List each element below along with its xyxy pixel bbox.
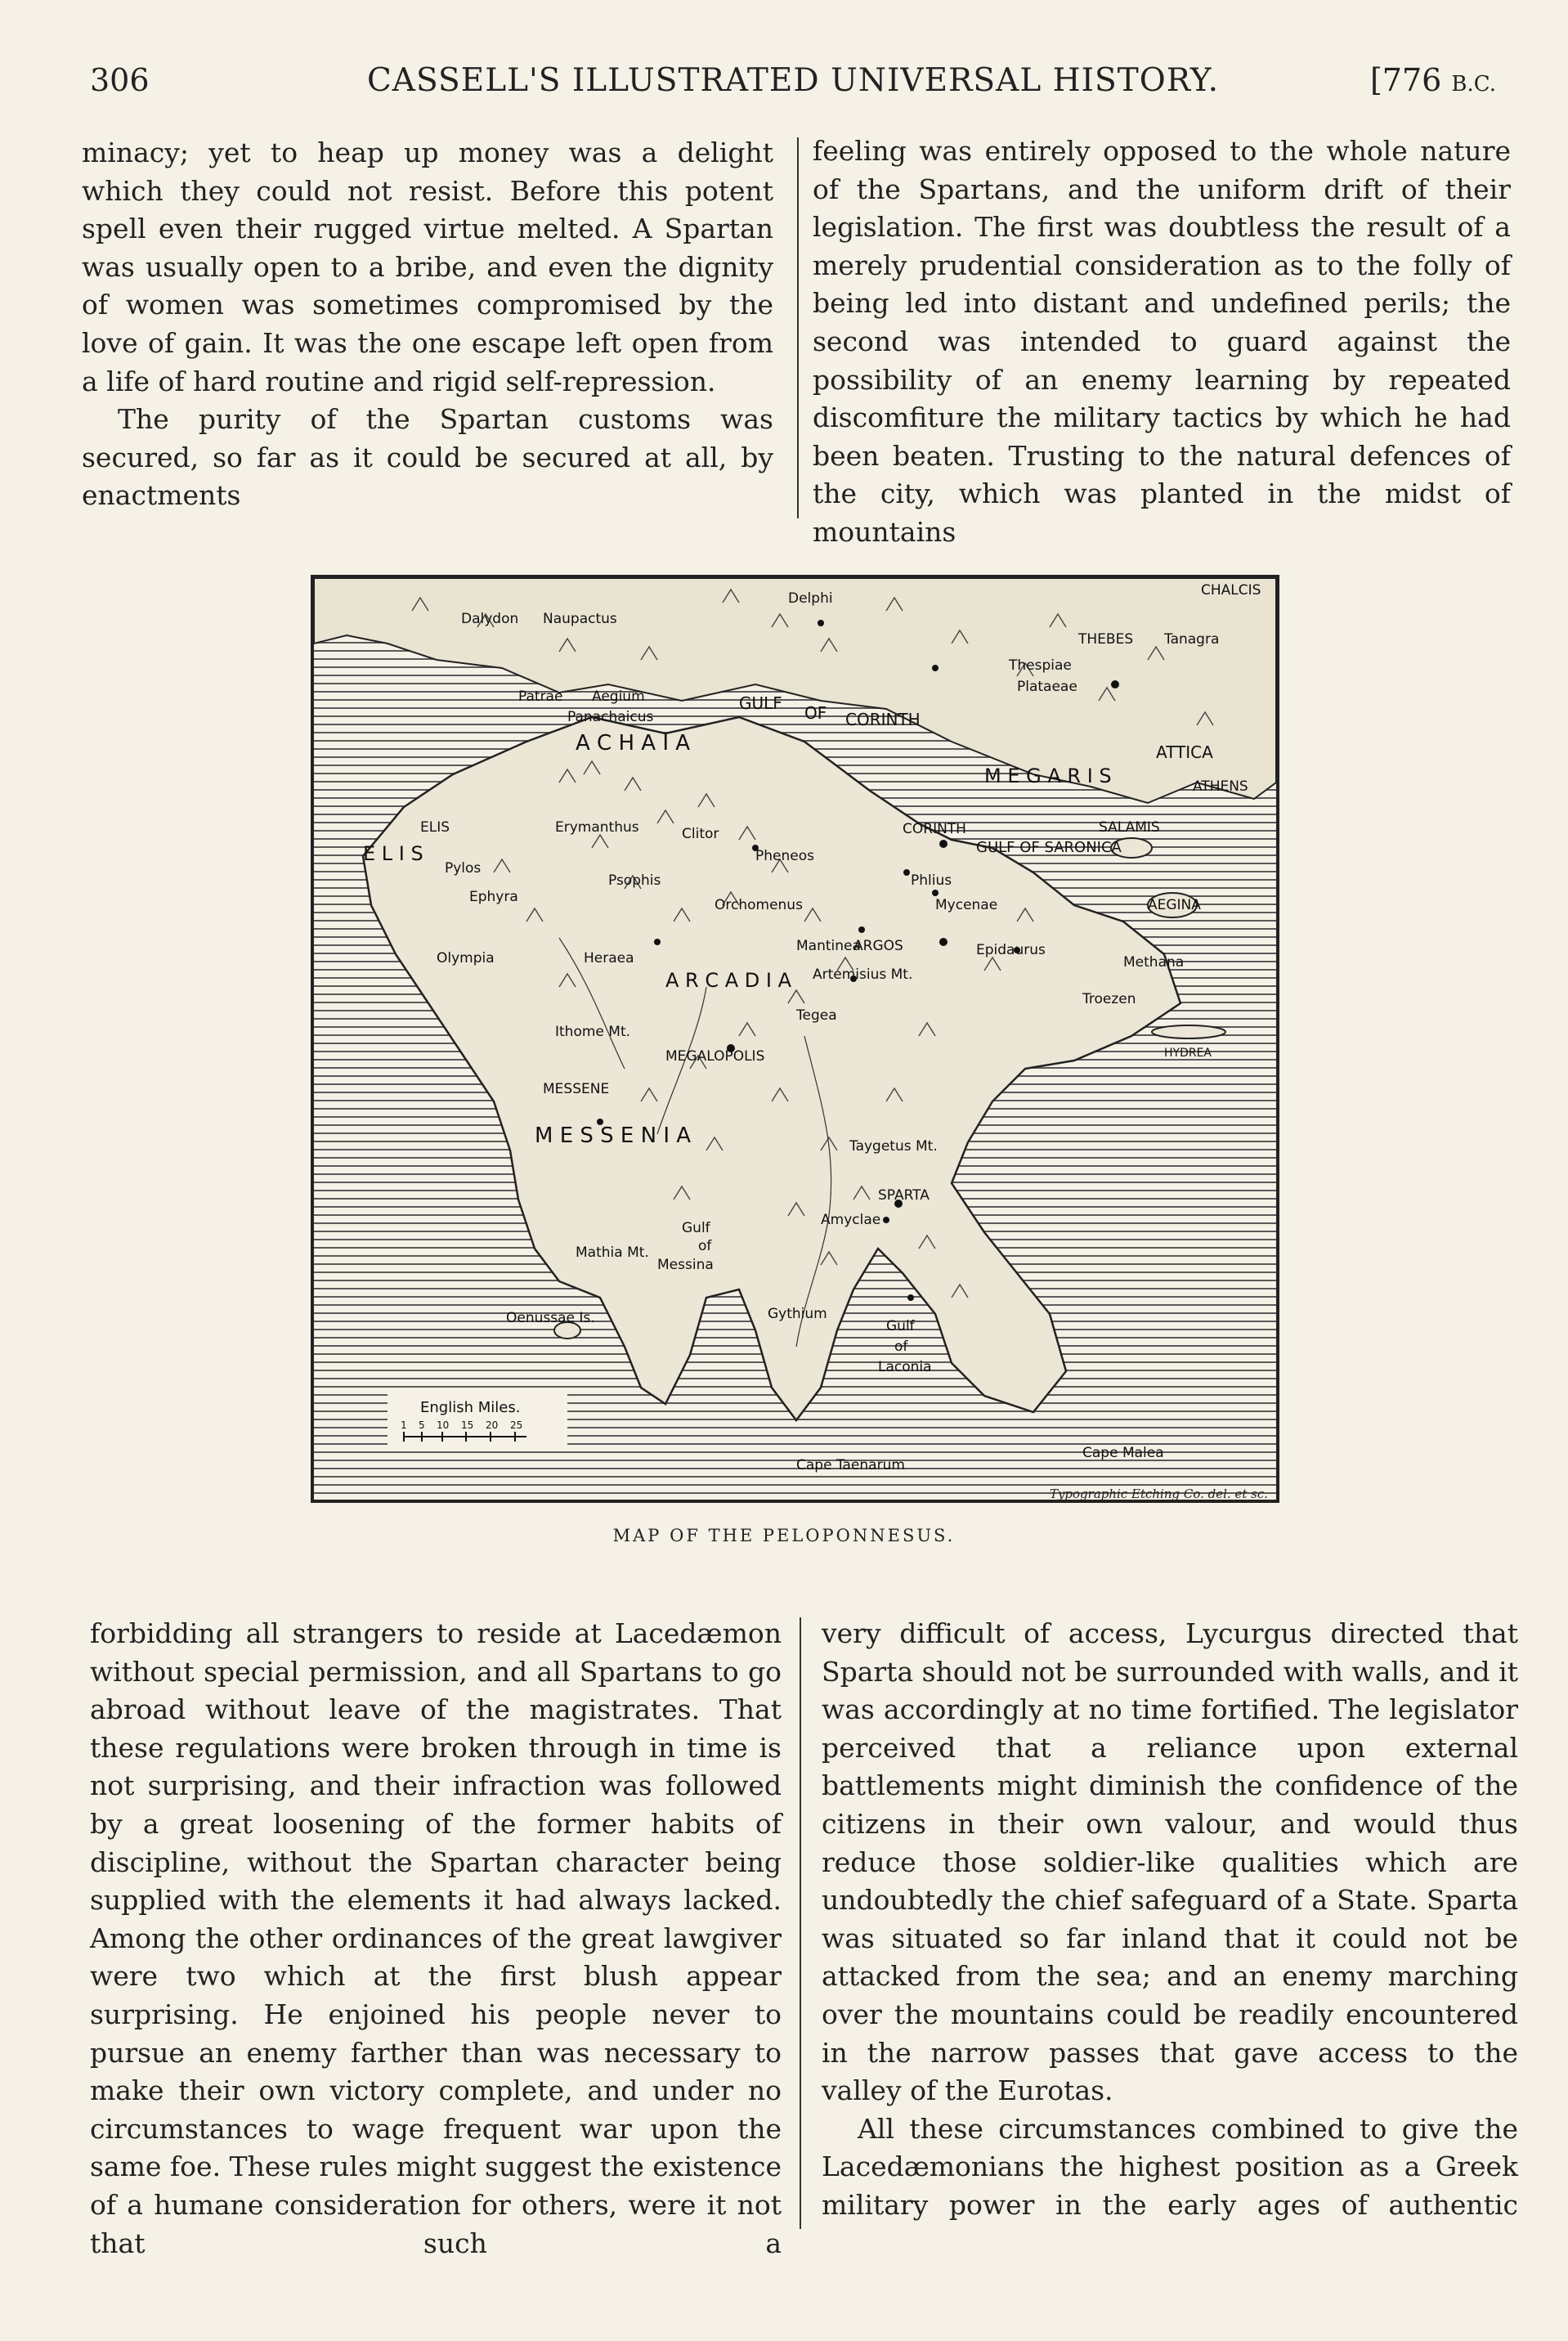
paragraph: All these circumstances combined to give the Lacedæmonians the highest position as a Greek military power in the early ages of authentic — [822, 2112, 1518, 2221]
label-pylos: Pylos — [445, 860, 482, 877]
label-aegium: Aegium — [592, 688, 645, 705]
map-credit: Typographic Etching Co. del. et sc. — [1049, 1487, 1268, 1501]
label-orchomenus: Orchomenus — [715, 897, 803, 913]
label-gulf-laconia-1: Gulf — [886, 1318, 915, 1334]
label-megalopolis: MEGALOPOLIS — [665, 1048, 765, 1065]
label-thebes: THEBES — [1078, 631, 1134, 648]
label-naupactus: Naupactus — [543, 611, 617, 627]
label-pheneos: Pheneos — [755, 848, 814, 864]
scale-bar — [388, 1392, 567, 1449]
label-olympia: Olympia — [437, 950, 495, 966]
column-rule — [797, 137, 799, 518]
label-tegea: Tegea — [796, 1007, 837, 1024]
label-panachaicus: Panachaicus — [567, 709, 654, 725]
label-psophis: Psophis — [608, 872, 661, 889]
label-clitor: Clitor — [682, 826, 719, 842]
label-cape-taenarum: Cape Taenarum — [796, 1457, 905, 1473]
paragraph: feeling was entirely opposed to the whole nature of the Spartans, and the uniform drift of their legislation. The first was doubtless the result of a merely prudential consideration as to the folly of being led into distant and undefined perils; the second was intended to guard against the possibility of an enemy learning by repeated discomfiture the military tactics by which he had been beaten. Trusting to the natural defences of the city, which was planted in the midst of mountains — [813, 135, 1511, 548]
label-gulf-saronica: GULF OF SARONICA — [976, 839, 1122, 856]
label-salamis: SALAMIS — [1099, 819, 1160, 836]
scale-tick-label: 10 — [437, 1419, 450, 1431]
label-messenia: M E S S E N I A — [535, 1123, 692, 1148]
column-rule — [800, 1617, 801, 2229]
label-gulf-corinth-2: OF — [804, 703, 827, 723]
scale-tick-label: 15 — [461, 1419, 474, 1431]
label-megaris: M E G A R I S — [984, 765, 1112, 787]
label-heraea: Heraea — [584, 950, 634, 966]
map-peloponnesus — [311, 575, 1279, 1503]
label-ephyra: Ephyra — [469, 889, 518, 905]
label-attica: ATTICA — [1156, 742, 1213, 762]
label-tanagra: Tanagra — [1164, 631, 1220, 648]
label-gulf-messina-1: Gulf — [682, 1220, 710, 1236]
label-corinth: CORINTH — [903, 821, 966, 837]
label-gulf-corinth-1: GULF — [739, 693, 782, 713]
label-thespiae: Thespiae — [1009, 657, 1072, 674]
label-epidaurus: Epidaurus — [976, 942, 1046, 958]
label-messene: MESSENE — [543, 1081, 610, 1097]
bottom-right-column — [822, 1615, 1518, 2225]
label-aegina: AEGINA — [1148, 897, 1201, 913]
label-elis: ELIS — [420, 819, 450, 836]
label-phlius: Phlius — [911, 872, 952, 889]
label-plataeae: Plataeae — [1017, 679, 1077, 695]
label-mathia: Mathia Mt. — [576, 1244, 649, 1261]
label-chalcis: CHALCIS — [1201, 582, 1261, 599]
bottom-left-column — [90, 1615, 782, 2263]
label-mycenae: Mycenae — [935, 897, 998, 913]
scale-tick-label: 20 — [486, 1419, 499, 1431]
label-achaia: A C H A I A — [576, 731, 691, 756]
paragraph: minacy; yet to heap up money was a delight which they could not resist. Before this potent spell even their rugged virtue melted. A Spartan was usually open to a bribe, and even the dignity of women was sometimes compromised by the love of gain. It was the one escape left open from a life of hard routine and rigid self-repression. — [82, 137, 773, 397]
map-drawing — [314, 578, 1276, 1500]
running-title: CASSELL'S ILLUSTRATED UNIVERSAL HISTORY. — [366, 62, 1220, 99]
paragraph: forbidding all strangers to reside at Lacedæmon without special permission, and all Spartans to go abroad without leave of the magistrates. That these regulations were broken through in time is not surprising, and their infraction was followed by a great loosening of the former habits of discipline, without the Spartan character being supplied with the elements it had always lacked. Among the other ordinances of the great lawgiver were two which at the first blush appear surprising. He enjoined his people never to pursue an enemy farther than was necessary to make their own victory complete, and under no circumstances to wage frequent war upon the same foe. These rules might suggest the existence of a humane consideration for others, were it not that such a — [90, 1617, 782, 2259]
map-caption: MAP OF THE PELOPONNESUS. — [612, 1526, 956, 1545]
date-era: B.C. — [1451, 72, 1496, 96]
page-number: 306 — [90, 62, 150, 98]
label-mantinea: Mantinea — [796, 938, 861, 954]
label-methana: Methana — [1123, 954, 1185, 971]
label-oenussae: Oenussae Is. — [506, 1310, 595, 1326]
label-gythium: Gythium — [768, 1306, 827, 1322]
label-athens: ATHENS — [1193, 778, 1248, 795]
label-gulf-laconia-2: of — [894, 1339, 908, 1355]
label-gulf-corinth-3: CORINTH — [845, 710, 921, 729]
scale-tick-label: 5 — [419, 1419, 425, 1431]
label-sparta: SPARTA — [878, 1187, 930, 1204]
label-hydrea: HYDREA — [1164, 1047, 1212, 1060]
label-gulf-messina-2: of — [698, 1238, 712, 1254]
top-right-column — [813, 132, 1511, 552]
paragraph: very difficult of access, Lycurgus directed that Sparta should not be surrounded with walls, and it was accordingly at no time fortified. The legislator perceived that a reliance upon external battlements might diminish the confidence of the citizens in their own valour, and would thus reduce those soldier-like qualities which are undoubtedly the chief safeguard of a State. Sparta was situated so far inland that it could not be attacked from the sea; and an enemy marching over the mountains could be readily encountered in the narrow passes that gave access to the valley of the Eurotas. — [822, 1617, 1518, 2107]
label-taygetus: Taygetus Mt. — [849, 1138, 938, 1155]
label-argos: ARGOS — [853, 938, 903, 954]
label-ithome: Ithome Mt. — [555, 1024, 631, 1040]
scale-tick-label: 25 — [510, 1419, 523, 1431]
label-dalydon: Dalydon — [461, 611, 519, 627]
top-left-column — [82, 134, 773, 515]
label-erymanthus: Erymanthus — [555, 819, 639, 836]
label-elis-region: E L I S — [363, 842, 423, 865]
scale-tick-label: 1 — [401, 1419, 407, 1431]
label-gulf-messina-3: Messina — [657, 1257, 714, 1273]
date-marker — [1370, 62, 1496, 98]
label-delphi: Delphi — [788, 590, 833, 607]
label-amyclae: Amyclae — [821, 1212, 881, 1228]
scale-title: English Miles. — [420, 1399, 521, 1416]
label-arcadia: A R C A D I A — [665, 969, 792, 992]
label-patrae: Patrae — [518, 688, 563, 705]
label-troezen: Troezen — [1082, 991, 1136, 1007]
running-header — [90, 57, 1496, 106]
label-cape-malea: Cape Malea — [1082, 1445, 1164, 1461]
hydrea-island — [1152, 1025, 1225, 1038]
label-artemisius: Artemisius Mt. — [813, 966, 913, 983]
date-year: [776 — [1369, 62, 1442, 98]
paragraph: The purity of the Spartan customs was secured, so far as it could be secured at all, by enactments — [82, 403, 773, 512]
label-gulf-laconia-3: Laconia — [878, 1359, 932, 1375]
